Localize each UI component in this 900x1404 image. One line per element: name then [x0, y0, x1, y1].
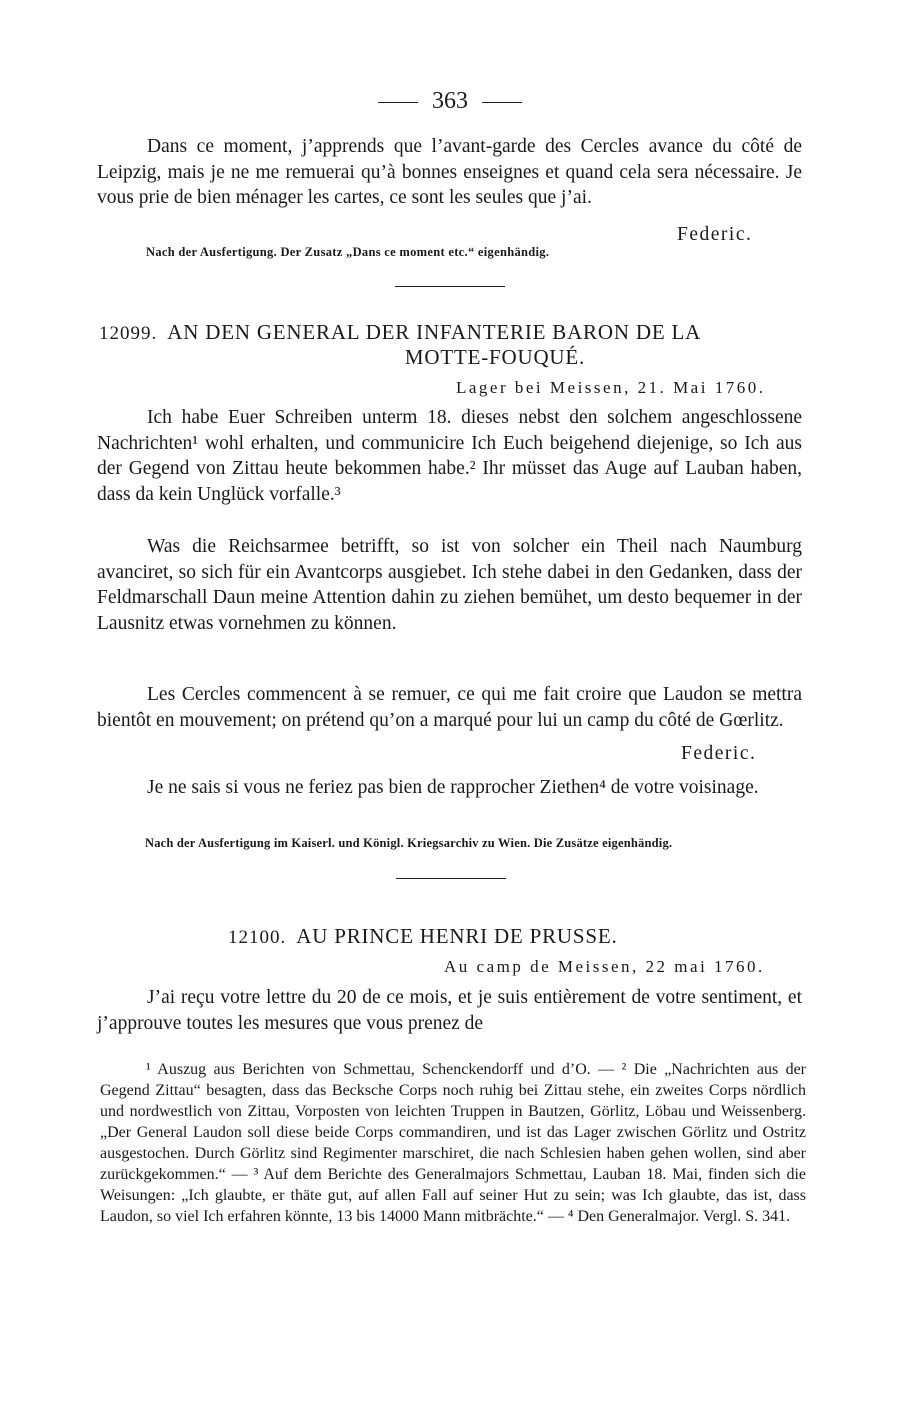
- header-dash-left: [378, 102, 418, 103]
- section-divider: [395, 286, 505, 287]
- letter3-paragraph1: J’ai reçu votre lettre du 20 de ce mois, et je suis entièrement de votre sentiment, et j’approuve toutes les mesures que vous prenez de: [97, 987, 802, 1034]
- letter2-paragraph4: Je ne sais si vous ne feriez pas bien de rapprocher Ziethen⁴ de votre voisinage.: [147, 777, 759, 798]
- letter3-number: 12100.: [228, 927, 287, 948]
- letter2-paragraph1: Ich habe Euer Schreiben unterm 18. dieses nebst den solchem angeschlossene Nachrichten¹ wohl erhalten, und communicire Ich Euch beigehend diejenige, so Ich aus der Gegend von Zittau heute bekommen habe.² Ihr müsset das Auge auf Lauban haben, dass da kein Unglück vorfalle.³: [97, 407, 802, 505]
- letter3-heading: [228, 924, 618, 949]
- letter2-paragraph2: Was die Reichsarmee betrifft, so ist von solcher ein Theil nach Naumburg avanciret, so sich für ein Avantcorps ausgiebet. Ich stehe dabei in den Gedanken, dass der Feldmarschall Daun meine Attention dahin zu ziehen bemühet, um desto bequemer in der Lausnitz etwas vornehmen zu können.: [97, 536, 802, 634]
- section-divider-2: [396, 878, 506, 879]
- page-number: 363: [432, 88, 468, 114]
- letter2-source-note: Nach der Ausfertigung im Kaiserl. und Königl. Kriegsarchiv zu Wien. Die Zusätze eigenhändig.: [145, 836, 673, 850]
- letter1-source-note: Nach der Ausfertigung. Der Zusatz „Dans ce moment etc.“ eigenhändig.: [146, 245, 550, 259]
- footnotes: ¹ Auszug aus Berichten von Schmettau, Schenckendorff und d’O. — ² Die „Nachrichten aus der Gegend Zittau“ besagten, dass das Becksche Corps noch ruhig bei Zittau stehe, ein zweites Corps nördlich und nordwestlich von Zittau, Vorposten von leichten Truppen in Bautzen, Görlitz, Löbau und Weissenberg. „Der General Laudon soll diese beide Corps commandiren, und ist das Lager zwischen Görlitz und Ostritz ausgestochen. Durch Görlitz sind Regimenter marschiret, die nach Schlesien haben gehen wollen, sind aber zurückgekommen.“ — ³ Auf dem Berichte des Generalmajors Schmettau, Lauban 18. Mai, finden sich die Weisungen: „Ich glaubte, er thäte gut, auf allen Fall auf seiner Hut zu sein; was Ich glaubte, das ist, dass Laudon, so viel Ich erfahren könnte, 13 bis 14000 Mann mitbrächte.“ — ⁴ Den Generalmajor. Vergl. S. 341.: [100, 1061, 806, 1225]
- letter2-place-date: Lager bei Meissen, 21. Mai 1760.: [456, 378, 766, 397]
- letter2-signature: Federic.: [681, 743, 757, 764]
- letter3-heading-text: AU PRINCE HENRI DE PRUSSE.: [296, 924, 618, 948]
- letter2-heading-line2: MOTTE-FOUQUÉ.: [404, 345, 586, 369]
- letter2-heading-line1: AN DEN GENERAL DER INFANTERIE BARON DE LA: [167, 320, 702, 344]
- header-dash-right: [482, 102, 522, 103]
- letter1-paragraph: Dans ce moment, j’apprends que l’avant-garde des Cercles avance du côté de Leipzig, mais je ne me remuerai qu’à bonnes enseignes et quand cela sera nécessaire. Je vous prie de bien ménager les cartes, ce sont les seules que j’ai.: [97, 136, 802, 208]
- letter3-place-date: Au camp de Meissen, 22 mai 1760.: [444, 957, 765, 976]
- letter1-signature: Federic.: [677, 224, 753, 245]
- letter2-number: 12099.: [99, 323, 158, 344]
- letter2-heading: [99, 320, 701, 345]
- page-header: [0, 88, 900, 115]
- letter2-paragraph3: Les Cercles commencent à se remuer, ce qui me fait croire que Laudon se mettra bientôt en mouvement; on prétend qu’on a marqué pour lui un camp du côté de Gœrlitz.: [97, 684, 802, 731]
